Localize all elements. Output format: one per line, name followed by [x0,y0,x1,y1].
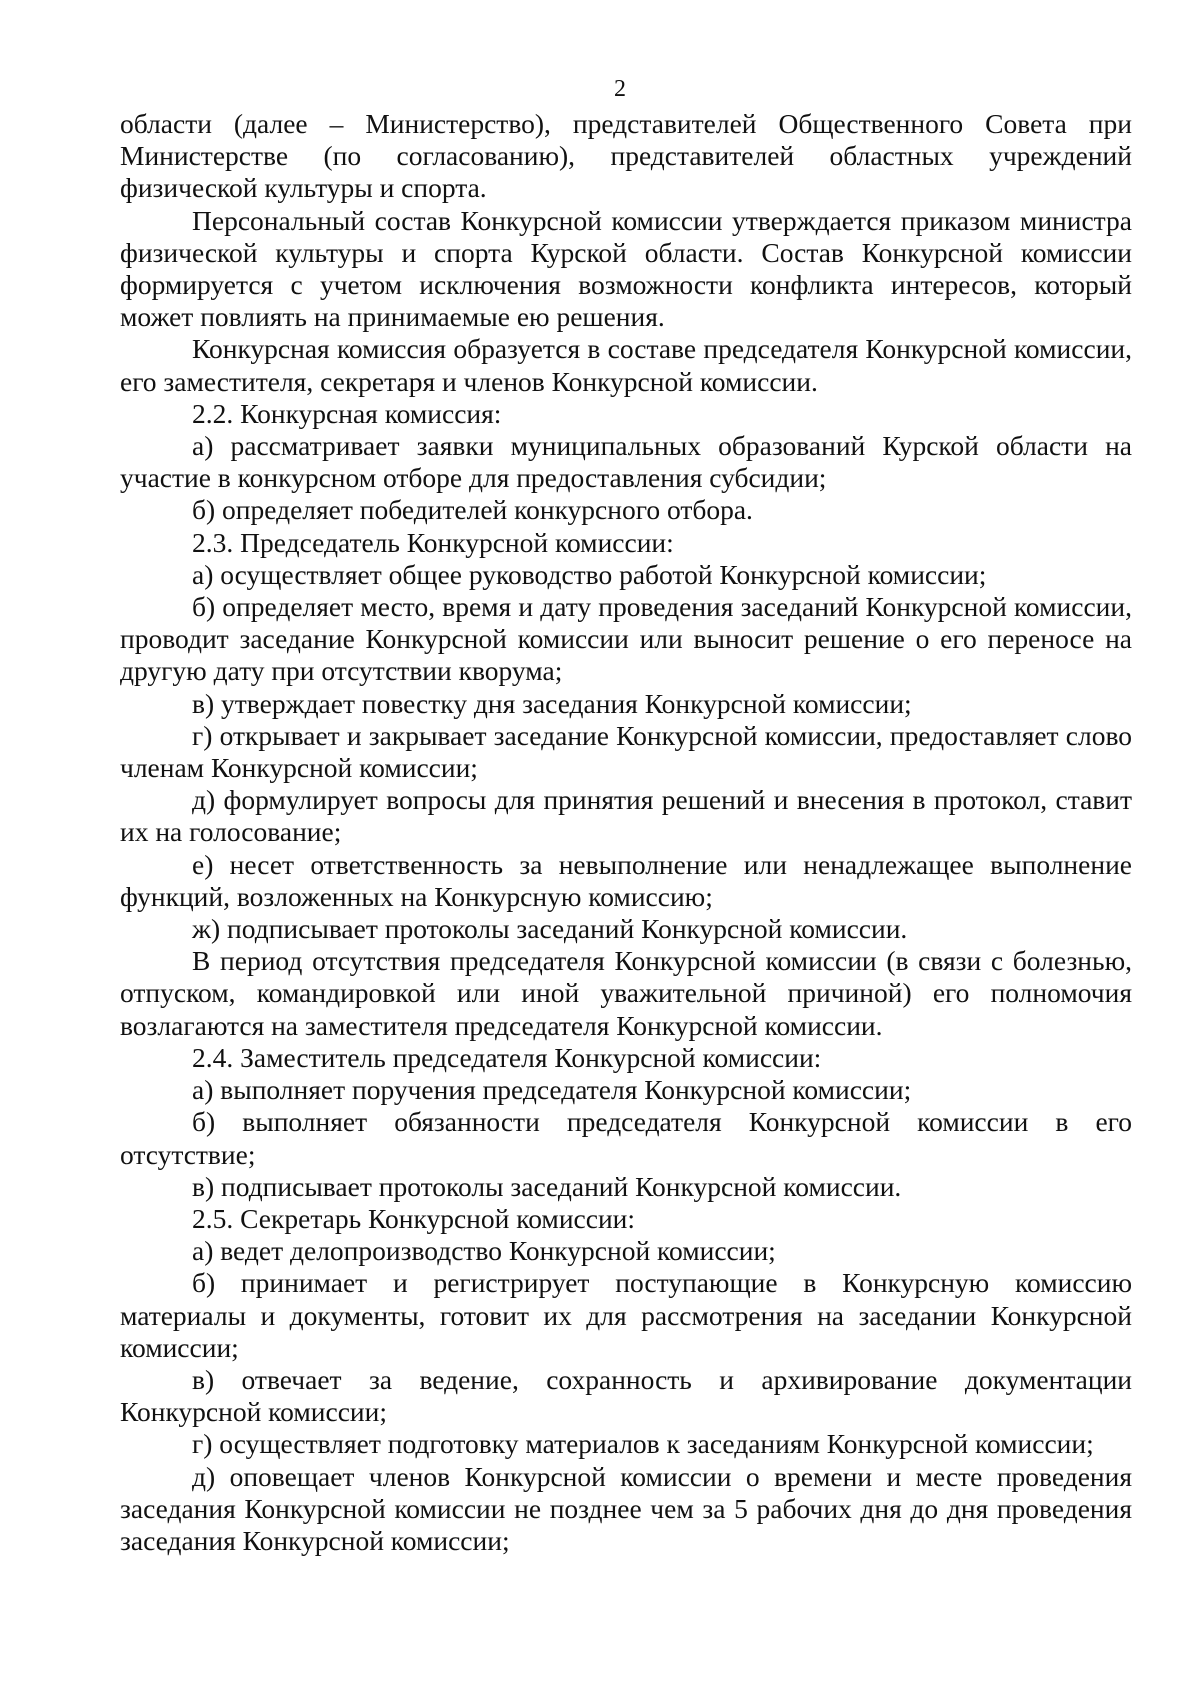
list-item: б) определяет место, время и дату проведения заседаний Конкурсной комиссии, проводит заседание Конкурсной комиссии или выносит решение о его переносе на другую дату при отсутствии кворума; [120,591,1132,687]
paragraph: Персональный состав Конкурсной комиссии утверждается приказом министра физической культуры и спорта Курской области. Состав Конкурсной комиссии формируется с учетом исключения возможности конфликта интересов, который может повлиять на принимаемые ею решения. [120,204,1132,333]
list-item: а) ведет делопроизводство Конкурсной комиссии; [192,1235,776,1267]
list-item: г) открывает и закрывает заседание Конкурсной комиссии, предоставляет слово членам Конкурсной комиссии; [120,719,1132,784]
section-heading: 2.4. Заместитель председателя Конкурсной комиссии: [192,1041,822,1073]
list-item: е) несет ответственность за невыполнение или ненадлежащее выполнение функций, возложенных на Конкурсную комиссию; [120,848,1132,912]
section-heading: 2.3. Председатель Конкурсной комиссии: [192,526,674,558]
list-item: г) осуществляет подготовку материалов к заседаниям Конкурсной комиссии; [192,1428,1094,1460]
paragraph: области (далее – Министерство), представителей Общественного Совета при Министерстве (по согласованию), представителей областных учреждений физической культуры и спорта. [120,108,1132,204]
section-heading: 2.2. Конкурсная комиссия: [192,397,502,429]
section-heading: 2.5. Секретарь Конкурсной комиссии: [192,1202,636,1234]
paragraph: В период отсутствия председателя Конкурсной комиссии (в связи с болезнью, отпуском, командировкой или иной уважительной причиной) его полномочия возлагаются на заместителя председателя Конкурсной комиссии. [120,945,1132,1041]
list-item: д) формулирует вопросы для принятия решений и внесения в протокол, ставит их на голосование; [120,784,1132,848]
page-number: 2 [614,76,626,102]
list-item: б) выполняет обязанности председателя Конкурсной комиссии в его отсутствие; [120,1106,1132,1170]
document-body [120,108,1132,1557]
list-item: а) рассматривает заявки муниципальных образований Курской области на участие в конкурсном отборе для предоставления субсидии; [120,430,1132,494]
list-item: а) осуществляет общее руководство работой Конкурсной комиссии; [192,558,987,590]
list-item: в) отвечает за ведение, сохранность и архивирование документации Конкурсной комиссии; [120,1363,1132,1428]
list-item: в) утверждает повестку дня заседания Конкурсной комиссии; [192,687,912,719]
list-item: б) определяет победителей конкурсного отбора. [192,494,753,526]
list-item: б) принимает и регистрирует поступающие в Конкурсную комиссию материалы и документы, готовит их для рассмотрения на заседании Конкурсной комиссии; [120,1267,1132,1363]
list-item: ж) подписывает протоколы заседаний Конкурсной комиссии. [192,913,908,945]
paragraph: Конкурсная комиссия образуется в составе председателя Конкурсной комиссии, его заместителя, секретаря и членов Конкурсной комиссии. [120,333,1132,397]
list-item: д) оповещает членов Конкурсной комиссии о времени и месте проведения заседания Конкурсной комиссии не позднее чем за 5 рабочих дня до дня проведения заседания Конкурсной комиссии; [120,1460,1132,1556]
list-item: а) выполняет поручения председателя Конкурсной комиссии; [192,1074,912,1106]
list-item: в) подписывает протоколы заседаний Конкурсной комиссии. [192,1170,902,1202]
